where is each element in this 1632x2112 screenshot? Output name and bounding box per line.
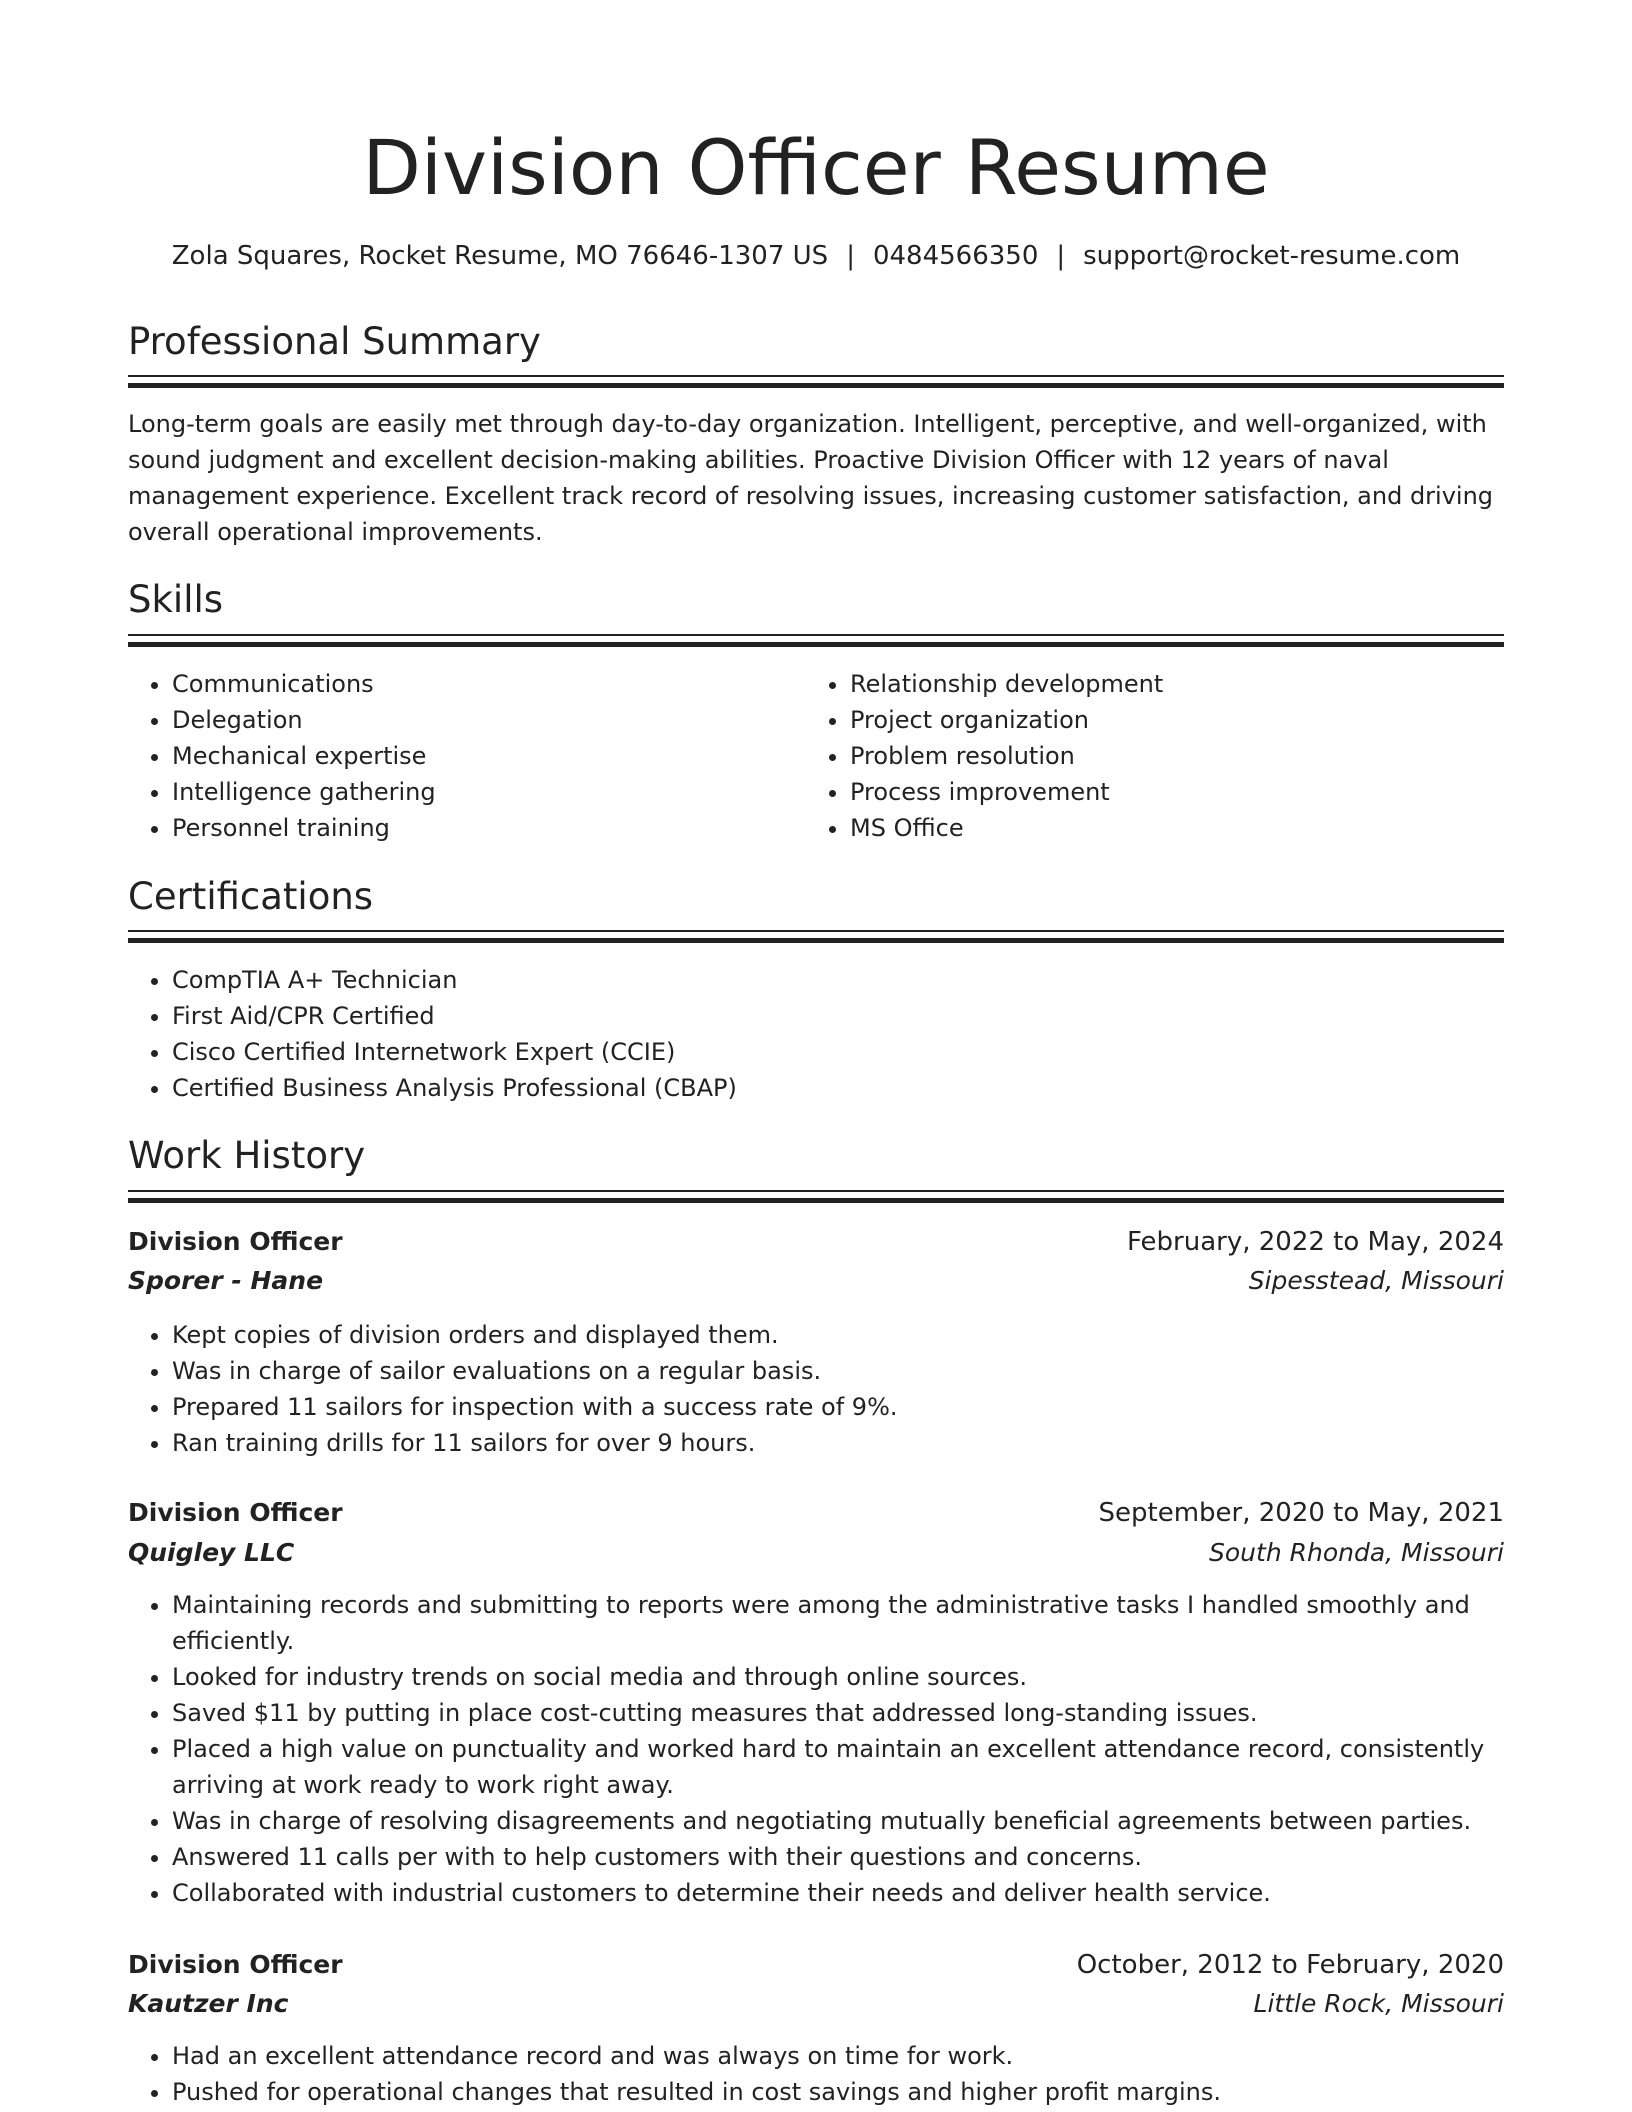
job-company-row xyxy=(128,1262,1504,1300)
job-location: Sipesstead, Missouri xyxy=(1248,1266,1504,1295)
job-location: South Rhonda, Missouri xyxy=(1209,1538,1504,1567)
job-bullet: • Pushed for operational changes that resulted in cost savings and higher profit margins. xyxy=(172,2074,1504,2110)
skill-item: • MS Office xyxy=(850,810,1500,846)
job-title: Division Officer xyxy=(128,1498,343,1527)
skill-item: • Intelligence gathering xyxy=(172,774,792,810)
job-company: Sporer - Hane xyxy=(128,1266,324,1295)
job-bullet: • Looked for industry trends on social media and through online sources. xyxy=(172,1659,1504,1695)
page-title: Division Officer Resume xyxy=(362,123,1270,212)
contact-address: Zola Squares, Rocket Resume, MO 76646-1307 US xyxy=(171,241,829,271)
job-bullets xyxy=(128,1317,1504,1461)
skills-list-left xyxy=(128,666,792,846)
contact-line xyxy=(128,238,1504,274)
job-bullet: • Had an excellent attendance record and was always on time for work. xyxy=(172,2038,1504,2074)
skill-item: • Process improvement xyxy=(850,774,1500,810)
certification-item: • CompTIA A+ Technician xyxy=(172,962,1472,998)
job-company: Quigley LLC xyxy=(128,1538,295,1567)
skill-item: • Mechanical expertise xyxy=(172,738,792,774)
job-bullet: • Placed a high value on punctuality and worked hard to maintain an excellent attendance record, consistently arriving at work ready to work right away. xyxy=(172,1731,1504,1803)
job-bullets xyxy=(128,1587,1504,1911)
job-header xyxy=(128,1946,1504,1984)
section-title-work-history: Work History xyxy=(128,1134,366,1177)
contact-separator: | xyxy=(1056,241,1066,271)
summary-text: Long-term goals are easily met through day-to-day organization. Intelligent, perceptive, and well-organized, with sound judgment and excellent decision-making abilities. Proactive Division Officer with 12 years of naval management experience. Excellent track record of resolving issues, increasing customer satisfaction, and driving overall operational improvements. xyxy=(128,410,1494,546)
section-title-skills: Skills xyxy=(128,578,224,621)
job-bullets xyxy=(128,2038,1504,2110)
certification-item: • First Aid/CPR Certified xyxy=(172,998,1472,1034)
section-divider xyxy=(128,375,1504,388)
job-bullet: • Ran training drills for 11 sailors for over 9 hours. xyxy=(172,1425,1504,1461)
certification-item: • Cisco Certified Internetwork Expert (CCIE) xyxy=(172,1034,1472,1070)
job-dates: February, 2022 to May, 2024 xyxy=(1127,1227,1504,1257)
job-title: Division Officer xyxy=(128,1227,343,1256)
contact-separator: | xyxy=(846,241,855,271)
job-title: Division Officer xyxy=(128,1950,343,1979)
section-divider xyxy=(128,930,1504,943)
skill-item: • Project organization xyxy=(850,702,1500,738)
skill-item: • Communications xyxy=(172,666,792,702)
job-location: Little Rock, Missouri xyxy=(1253,1989,1504,2018)
skills-list-right xyxy=(806,666,1500,846)
section-title-summary: Professional Summary xyxy=(128,320,541,363)
contact-email[interactable]: support@rocket-resume.com xyxy=(1083,241,1461,271)
contact-phone: 0484566350 xyxy=(872,241,1039,271)
job-bullet: • Answered 11 calls per with to help customers with their questions and concerns. xyxy=(172,1839,1504,1875)
job-dates: September, 2020 to May, 2021 xyxy=(1098,1498,1504,1528)
job-company-row xyxy=(128,1985,1504,2023)
job-header xyxy=(128,1223,1504,1261)
section-title-certifications: Certifications xyxy=(128,875,374,918)
job-bullet: • Saved $11 by putting in place cost-cutting measures that addressed long-standing issues. xyxy=(172,1695,1504,1731)
skill-item: • Personnel training xyxy=(172,810,792,846)
skill-item: • Delegation xyxy=(172,702,792,738)
job-bullet: • Was in charge of sailor evaluations on a regular basis. xyxy=(172,1353,1504,1389)
job-header xyxy=(128,1494,1504,1532)
section-divider xyxy=(128,1190,1504,1203)
skill-item: • Relationship development xyxy=(850,666,1500,702)
job-bullet: • Maintaining records and submitting to reports were among the administrative tasks I handled smoothly and efficiently. xyxy=(172,1587,1504,1659)
skill-item: • Problem resolution xyxy=(850,738,1500,774)
job-company: Kautzer Inc xyxy=(128,1989,289,2018)
job-bullet: • Prepared 11 sailors for inspection with a success rate of 9%. xyxy=(172,1389,1504,1425)
section-divider xyxy=(128,634,1504,647)
job-bullet: • Was in charge of resolving disagreements and negotiating mutually beneficial agreements between parties. xyxy=(172,1803,1504,1839)
certification-item: • Certified Business Analysis Professional (CBAP) xyxy=(172,1070,1472,1106)
certifications-list xyxy=(128,962,1472,1106)
job-company-row xyxy=(128,1534,1504,1572)
job-bullet: • Kept copies of division orders and displayed them. xyxy=(172,1317,1504,1353)
job-dates: October, 2012 to February, 2020 xyxy=(1076,1950,1504,1980)
job-bullet: • Collaborated with industrial customers to determine their needs and deliver health service. xyxy=(172,1875,1504,1911)
